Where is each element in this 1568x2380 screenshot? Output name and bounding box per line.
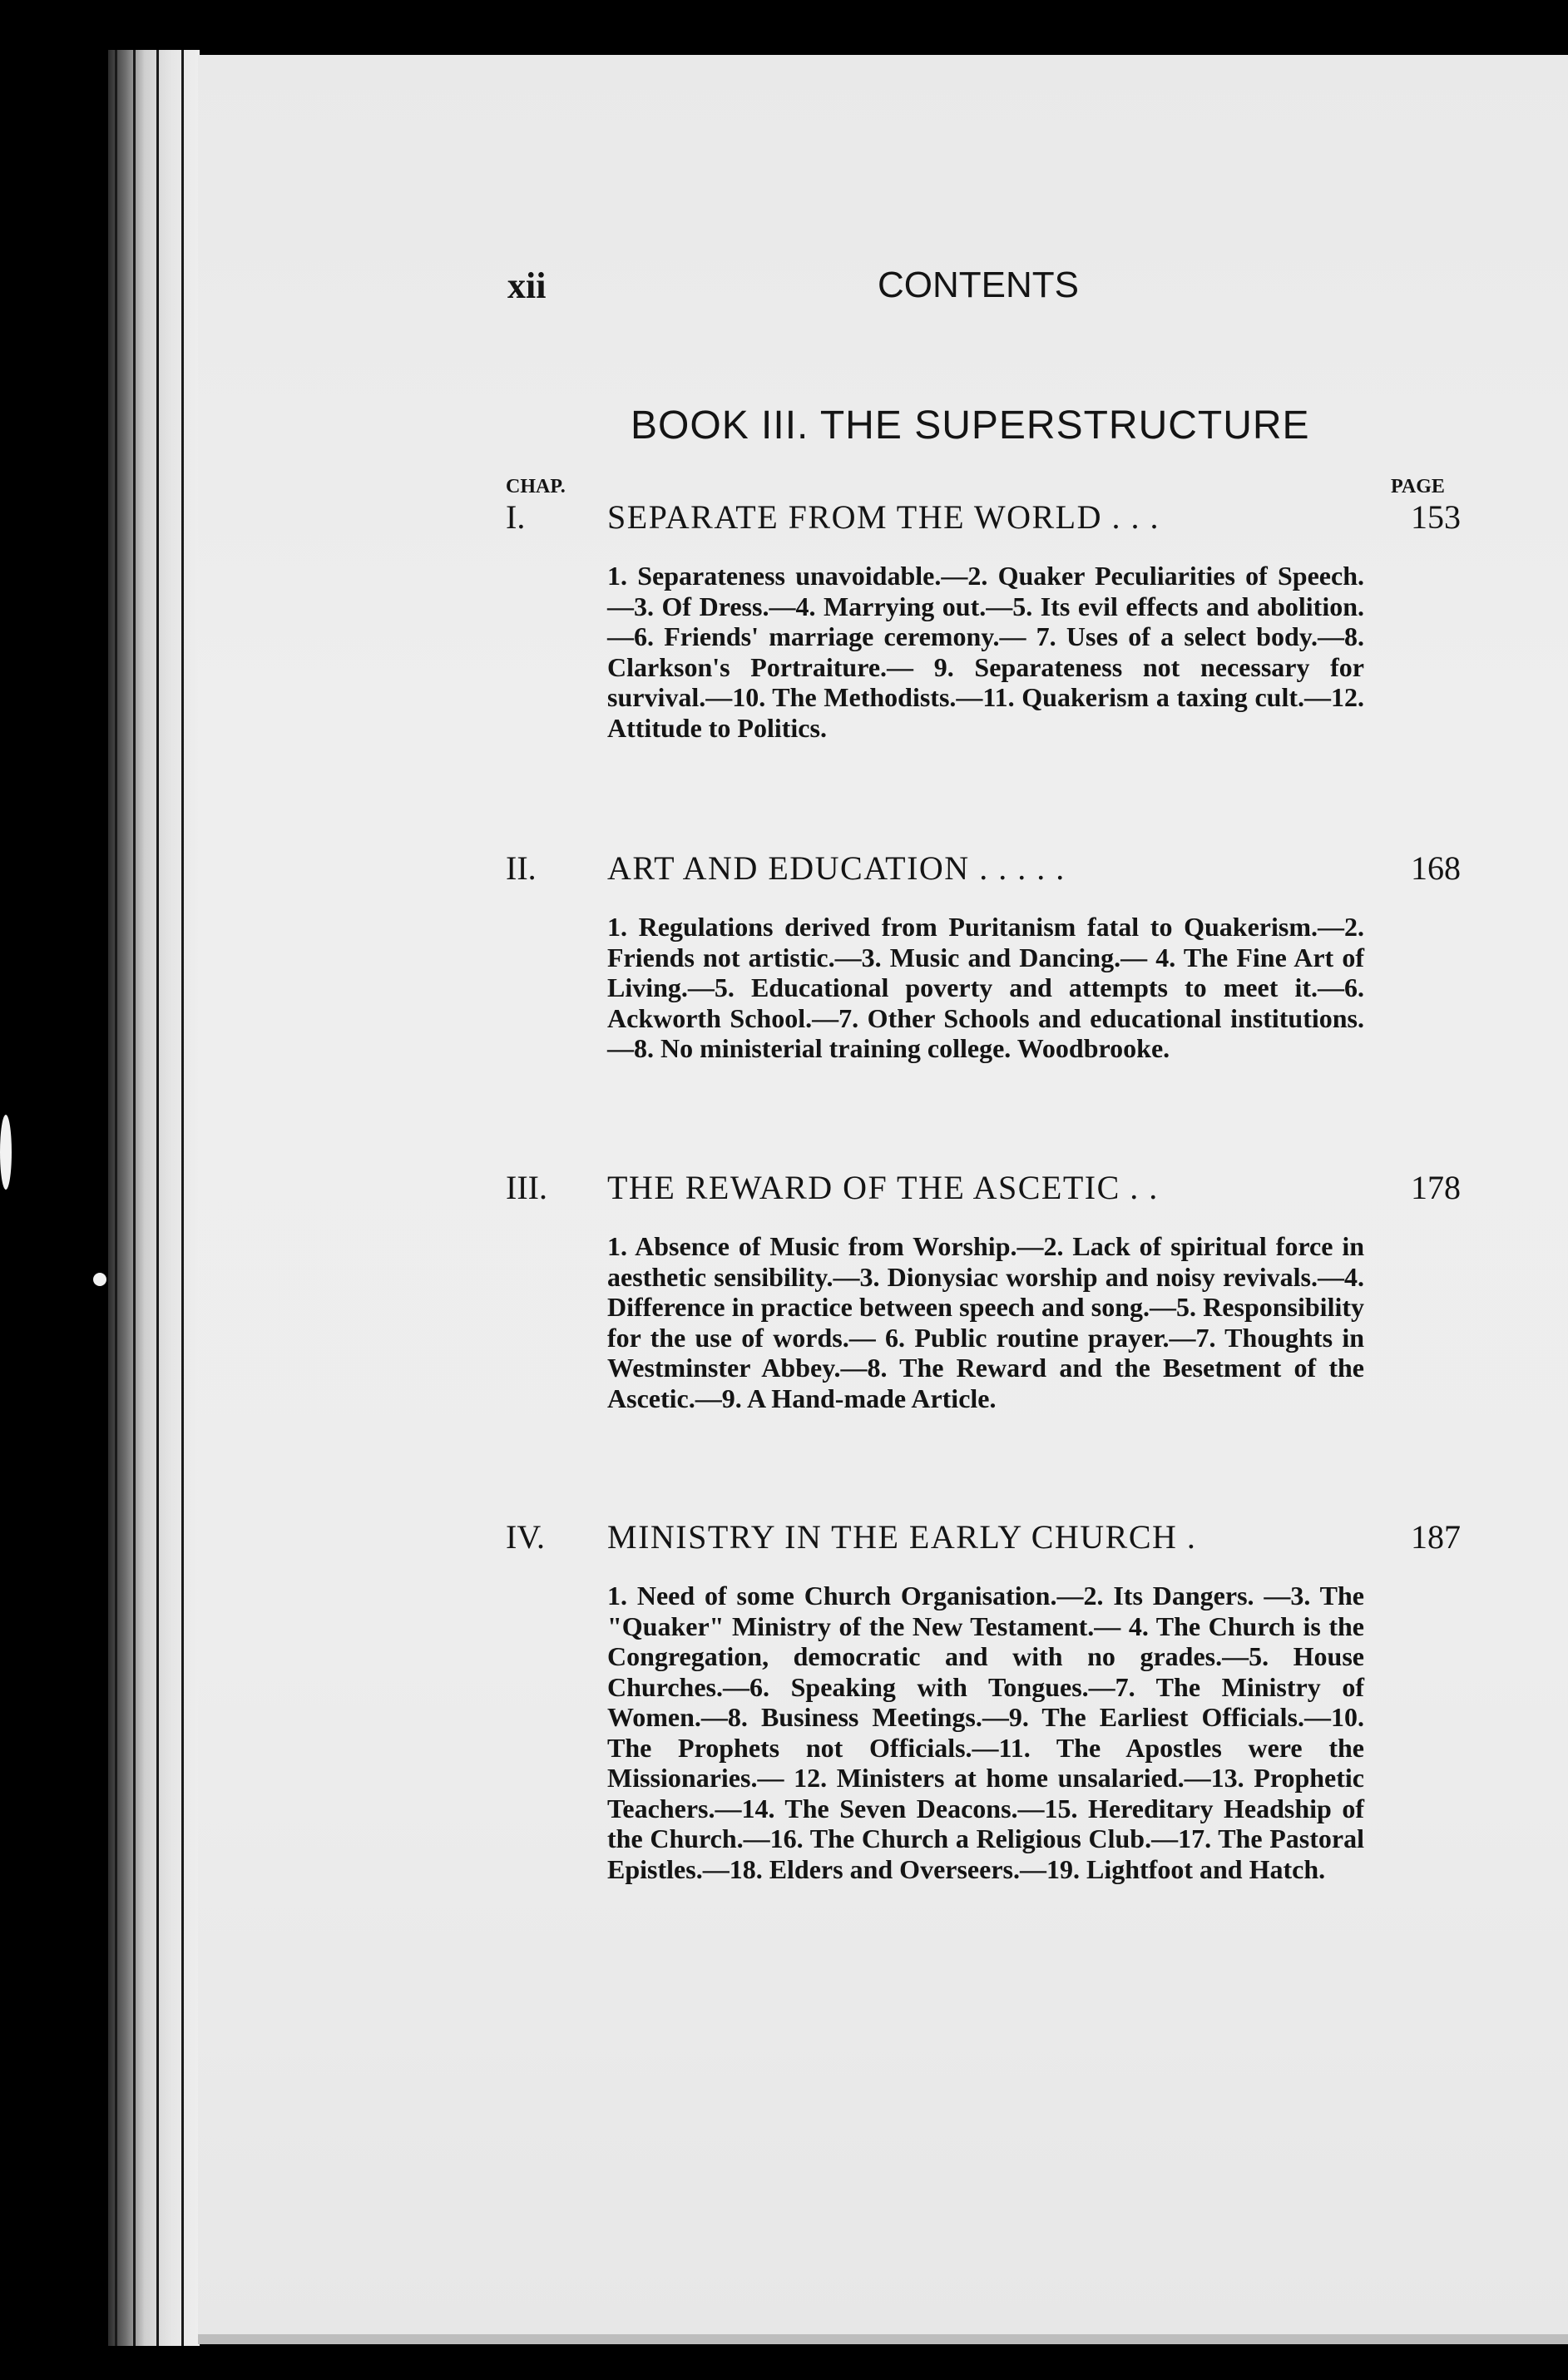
spine-line <box>181 50 184 2346</box>
chap-column-label: CHAP. <box>506 476 566 497</box>
chapter-title: MINISTRY IN THE EARLY CHURCH . <box>607 1518 1197 1556</box>
spine-line <box>156 50 159 2346</box>
chapter-page-number: 153 <box>1411 498 1461 536</box>
chapter-entry <box>506 1517 1462 1884</box>
page-column-label: PAGE <box>1391 476 1445 497</box>
page-bottom-edge <box>198 2334 1568 2344</box>
spine-line <box>115 50 117 2346</box>
chapter-summary: 1. Absence of Music from Worship.—2. Lack of spiritual force in aesthetic sensibility.—3. Dionysiac worship and noisy revivals.—4. Difference in practice between speech and song.—5. Responsibility for the use of words.— 6. Public routine prayer.—7. Thoughts in Westminster Abbey.—8. The Reward and the Besetment of the Ascetic.—9. A Hand-made Article. <box>607 1231 1364 1413</box>
chapter-heading-line <box>506 1517 1462 1564</box>
chapter-heading-line <box>506 497 1462 544</box>
chapter-title: ART AND EDUCATION . . . . . <box>607 849 1066 887</box>
chapter-page-number: 187 <box>1411 1518 1461 1556</box>
chapter-entry <box>506 497 1462 743</box>
chapter-summary: 1. Need of some Church Organisation.—2. Its Dangers. —3. The "Quaker" Ministry of the New Testament.— 4. The Church is the Congregation, democratic and with no grades.—5. House Churches.—6. Speaking with Tongues.—7. The Ministry of Women.—8. Business Meetings.—9. The Earliest Officials.—10. The Prophets not Officials.—11. The Apostles were the Missionaries.— 12. Ministers at home unsalaried.—13. Prophetic Teachers.—14. The Seven Deacons.—15. Hereditary Headship of the Church.—16. The Church a Religious Club.—17. The Pastoral Epistles.—18. Elders and Overseers.—19. Lightfoot and Hatch. <box>607 1581 1364 1884</box>
chapter-entry <box>506 1168 1462 1413</box>
chapter-title: SEPARATE FROM THE WORLD . . . <box>607 498 1160 536</box>
running-title: CONTENTS <box>878 265 1079 305</box>
chapter-summary: 1. Separateness unavoidable.—2. Quaker Peculiarities of Speech.—3. Of Dress.—4. Marrying out.—5. Its evil effects and abolition.—6. Friends' marriage ceremony.— 7. Uses of a select body.—8. Clarkson's Portraiture.— 9. Separateness not necessary for survival.—10. The Methodists.—11. Quakerism a taxing cult.—12. Attitude to Politics. <box>607 561 1364 743</box>
chapter-summary: 1. Regulations derived from Puritanism fatal to Quakerism.—2. Friends not artistic.—3. Music and Dancing.— 4. The Fine Art of Living.—5. Educational poverty and attempts to meet it.—6. Ackworth School.—7. Other Schools and educational institutions.—8. No ministerial training college. Woodbrooke. <box>607 912 1364 1063</box>
chapter-number: IV. <box>506 1518 546 1556</box>
chapter-heading-line <box>506 1168 1462 1215</box>
chapter-page-number: 178 <box>1411 1169 1461 1206</box>
chapter-number: II. <box>506 849 537 887</box>
chapter-title: THE REWARD OF THE ASCETIC . . <box>607 1169 1159 1206</box>
chapter-number: I. <box>506 498 526 536</box>
book-title: BOOK III. THE SUPERSTRUCTURE <box>631 403 1310 448</box>
scan-artifact <box>93 1273 106 1286</box>
chapter-heading-line <box>506 849 1462 895</box>
scan-artifact <box>0 1115 12 1190</box>
page-folio: xii <box>507 265 547 306</box>
book-spine <box>108 50 200 2346</box>
chapter-entry <box>506 849 1462 1064</box>
running-head <box>507 265 1464 314</box>
spine-line <box>133 50 136 2346</box>
chapter-page-number: 168 <box>1411 849 1461 887</box>
chapter-number: III. <box>506 1169 547 1206</box>
